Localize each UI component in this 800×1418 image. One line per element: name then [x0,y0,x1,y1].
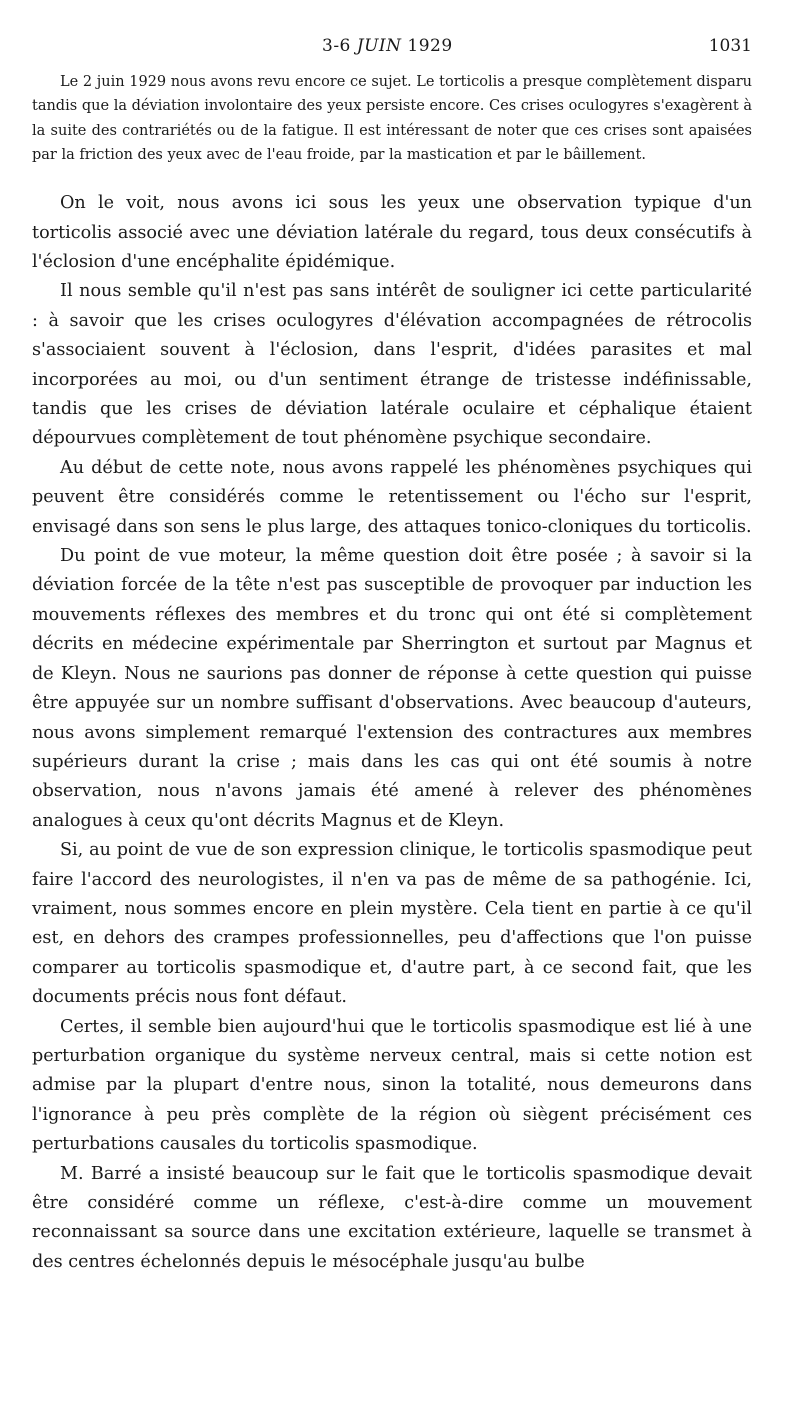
paragraph: Au début de cette note, nous avons rappelé les phénomènes psychiques qui peuvent être considérés comme le retentissement ou l'écho sur l'esprit, envisagé dans son sens le plus large, des attaques tonico-cloniques du torticolis. [32,457,752,537]
paragraph: Du point de vue moteur, la même question doit être posée ; à savoir si la déviation forcée de la tête n'est pas susceptible de provoquer par induction les mouvements réflexes des membres et du tronc qui ont été si complètement décrits en médecine expérimentale par Sherrington et surtout par Magnus et de Kleyn. Nous ne saurions pas donner de réponse à cette question qui puisse être appuyée sur un nombre suffisant d'observations. Avec beaucoup d'auteurs, nous avons simplement remarqué l'extension des contractures aux membres supérieurs durant la crise ; mais dans les cas qui ont été soumis à notre observation, nous n'avons jamais été amené à relever des phénomènes analogues à ceux qu'ont décrits Magnus et de Kleyn. [32,546,752,831]
paragraph: Si, au point de vue de son expression clinique, le torticolis spasmodique peut faire l'accord des neurologistes, il n'en va pas de même de sa pathogénie. Ici, vraiment, nous sommes encore en plein mystère. Cela tient en partie à ce qu'il est, en dehors des crampes professionnelles, peu d'affections que l'on puisse comparer au torticolis spasmodique et, d'autre part, à ce second fait, que les documents précis nous font défaut. [32,840,752,1008]
page [32,30,752,1277]
paragraph: Il nous semble qu'il n'est pas sans intérêt de souligner ici cette particularité : à savoir que les crises oculogyres d'élévation accompagnées de rétrocolis s'associaient souvent à l'éclosion, dans l'esprit, d'idées parasites et mal incorporées au moi, ou d'un sentiment étrange de tristesse indéfinissable, tandis que les crises de déviation latérale oculaire et céphalique étaient dépourvues complètement de tout phénomène psychique secondaire. [32,281,752,449]
header-date [322,36,453,56]
page-number: 1031 [708,36,752,56]
small-paragraph: Le 2 juin 1929 nous avons revu encore ce sujet. Le torticolis a presque complètement disparu tandis que la déviation involontaire des yeux persiste encore. Ces crises oculogyres s'exagèrent à la suite des contrariétés ou de la fatigue. Il est intéressant de noter que ces crises sont apaisées par la friction des yeux avec de l'eau froide, par la mastication et par le bâillement. [32,74,752,163]
body-text [32,189,752,1277]
paragraph: M. Barré a insisté beaucoup sur le fait que le torticolis spasmodique devait être considéré comme un réflexe, c'est-à-dire comme un mouvement reconnaissant sa source dans une excitation extérieure, laquelle se transmet à des centres échelonnés depuis le mésocéphale jusqu'au bulbe [32,1163,752,1272]
paragraph: On le voit, nous avons ici sous les yeux une observation typique d'un torticolis associé avec une déviation latérale du regard, tous deux consécutifs à l'éclosion d'une encéphalite épidémique. [32,193,752,272]
date-prefix: 3-6 [322,36,357,56]
date-month: JUIN [356,36,402,56]
running-header [32,30,752,60]
date-year: 1929 [401,36,453,56]
case-note [32,70,752,167]
paragraph: Certes, il semble bien aujourd'hui que le torticolis spasmodique est lié à une perturbation organique du système nerveux central, mais si cette notion est admise par la plupart d'entre nous, sinon la totalité, nous demeurons dans l'ignorance à peu près complète de la région où siègent précisément ces perturbations causales du torticolis spasmodique. [32,1016,752,1155]
